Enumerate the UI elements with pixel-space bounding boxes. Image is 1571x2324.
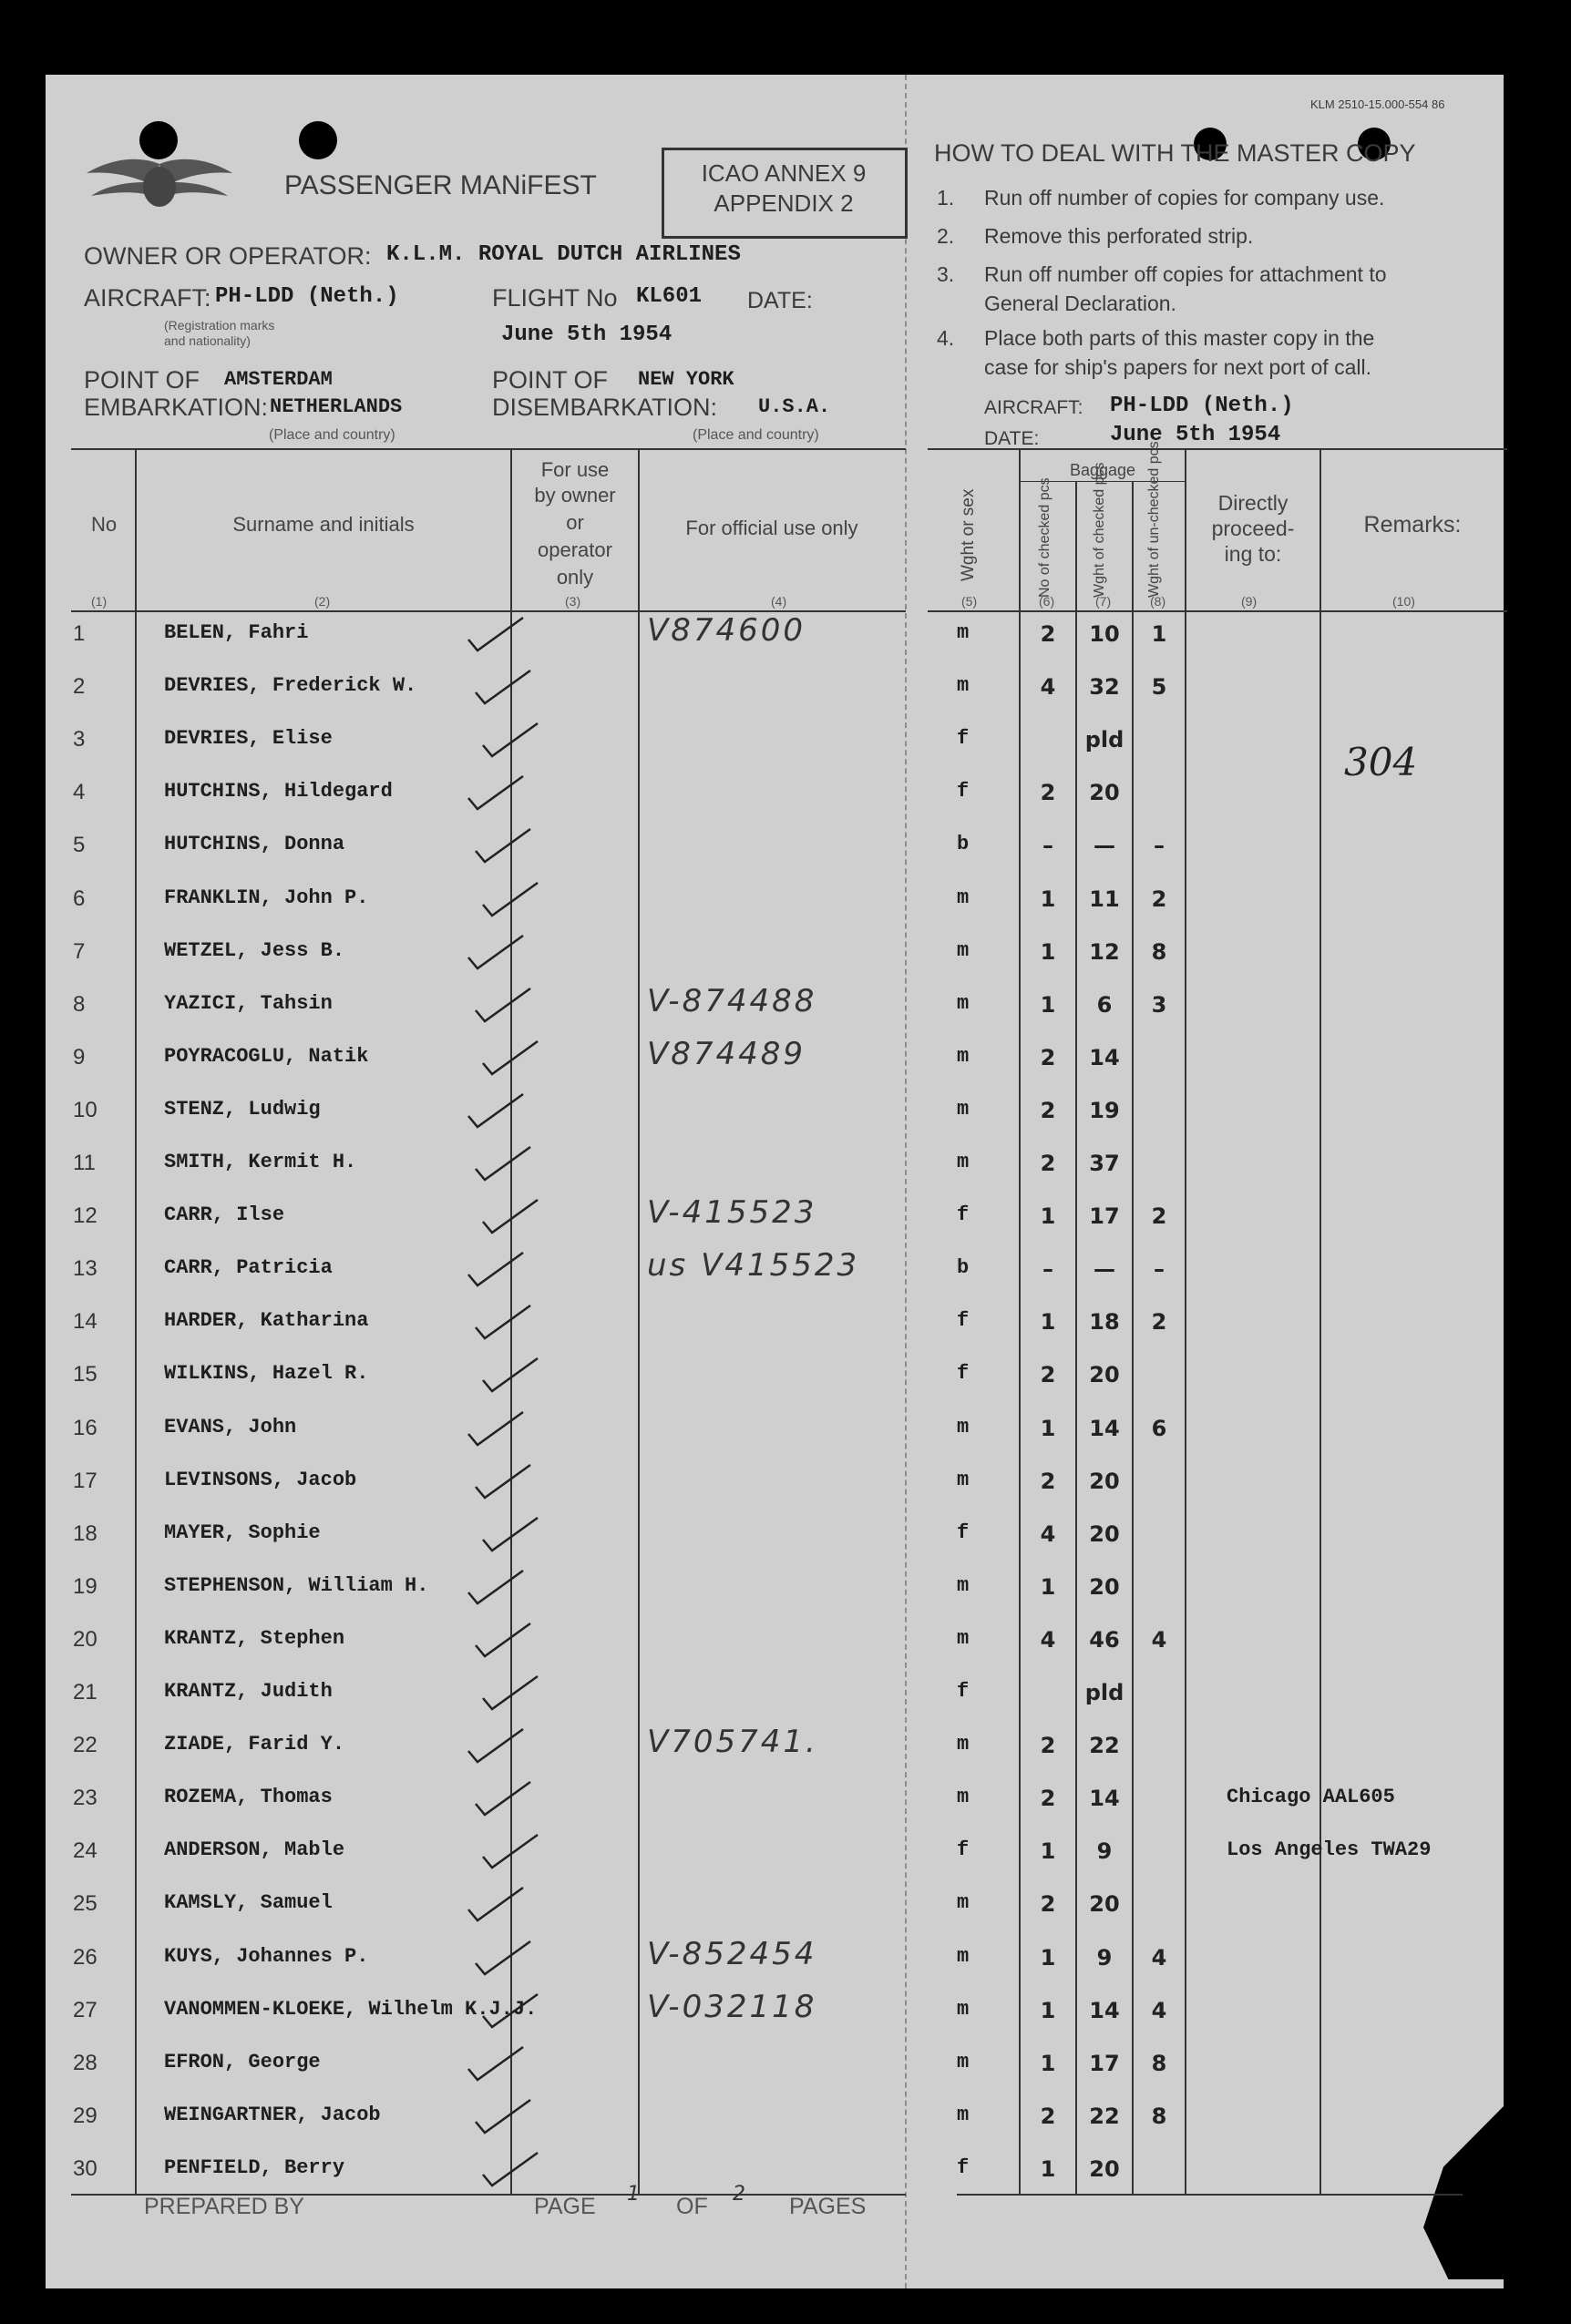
passenger-sex: m [957, 1151, 970, 1173]
checkmark-icon [479, 1355, 543, 1397]
passenger-sex: f [957, 1309, 970, 1332]
checkmark-icon [472, 667, 536, 709]
passenger-name: FRANKLIN, John P. [164, 886, 369, 909]
passenger-name: DEVRIES, Frederick W. [164, 674, 417, 697]
passenger-name: WEINGARTNER, Jacob [164, 2104, 381, 2126]
passenger-name: WILKINS, Hazel R. [164, 1362, 369, 1385]
row-number: 7 [73, 939, 86, 964]
unchecked-weight: 1 [1151, 621, 1167, 647]
checkmark-icon [479, 2149, 543, 2191]
checked-weight: — [1094, 1256, 1115, 1282]
checked-weight: 12 [1089, 939, 1120, 965]
passenger-name: HUTCHINS, Hildegard [164, 780, 393, 803]
passenger-name: BELEN, Fahri [164, 621, 309, 644]
checked-pieces: 1 [1040, 1416, 1056, 1441]
checked-weight: 20 [1089, 2156, 1120, 2182]
col-owner-use: operator [538, 538, 612, 561]
checkmark-icon [479, 1196, 543, 1238]
col-directly: Directly [1217, 491, 1289, 515]
checked-pieces: 2 [1040, 1469, 1056, 1494]
instr-aircraft-value: PH-LDD (Neth.) [1110, 394, 1294, 418]
passenger-sex: m [957, 2104, 970, 2126]
checked-pieces: 2 [1040, 621, 1056, 647]
passenger-name: EFRON, George [164, 2051, 321, 2073]
passenger-sex: m [957, 1733, 970, 1756]
checked-pieces: 2 [1040, 1891, 1056, 1917]
row-number: 6 [73, 886, 86, 911]
col-wght-unchecked: Wght of un-checked pcs [1146, 441, 1162, 598]
flight-label: FLIGHT No [492, 284, 618, 312]
passenger-name: EVANS, John [164, 1416, 297, 1438]
passenger-name: MAYER, Sophie [164, 1521, 321, 1544]
passenger-sex: m [957, 621, 970, 644]
passenger-name: VANOMMEN-KLOEKE, Wilhelm K.J.J. [164, 1998, 538, 2021]
checked-weight: 37 [1089, 1151, 1120, 1176]
checked-weight: 10 [1089, 621, 1120, 647]
passenger-name: ANDERSON, Mable [164, 1838, 345, 1861]
checkmark-icon [465, 932, 529, 974]
col-wght-checked: Wght of checked pcs [1092, 462, 1107, 598]
unchecked-weight: – [1154, 833, 1165, 858]
row-number: 5 [73, 833, 86, 857]
passenger-sex: m [957, 1045, 970, 1068]
embark-city: AMSTERDAM [224, 368, 333, 391]
passenger-sex: m [957, 1627, 970, 1650]
row-number: 19 [73, 1574, 98, 1599]
col-rule [1319, 450, 1321, 2194]
col-rule [1132, 481, 1134, 2194]
col-index: (1) [91, 594, 108, 609]
checked-pieces: 1 [1040, 2051, 1056, 2076]
checked-weight: 32 [1089, 674, 1120, 700]
passenger-name: DEVRIES, Elise [164, 727, 333, 750]
checked-weight: pld [1084, 1680, 1124, 1705]
checkmark-icon [465, 1408, 529, 1450]
passenger-name: YAZICI, Tahsin [164, 992, 333, 1015]
passenger-sex: b [957, 833, 970, 855]
official-entry: V-874488 [647, 983, 817, 1019]
checked-pieces: 2 [1040, 1151, 1056, 1176]
icao-annex: ICAO ANNEX 9 [701, 159, 867, 187]
checked-weight: 18 [1089, 1309, 1120, 1335]
unchecked-weight: 2 [1151, 1309, 1167, 1335]
checkmark-icon [472, 2096, 536, 2138]
checked-pieces: 1 [1040, 992, 1056, 1018]
checked-pieces: 1 [1040, 1309, 1056, 1335]
owner-value: K.L.M. ROYAL DUTCH AIRLINES [386, 242, 741, 267]
passenger-sex: m [957, 886, 970, 909]
col-remarks: Remarks: [1363, 512, 1462, 537]
unchecked-weight: 2 [1151, 1203, 1167, 1229]
checkmark-icon [465, 1567, 529, 1609]
col-no: No [90, 513, 118, 536]
passenger-name: ROZEMA, Thomas [164, 1786, 333, 1808]
checkmark-icon [465, 1884, 529, 1926]
checked-pieces: 1 [1040, 1945, 1056, 1971]
official-entry: V-415523 [647, 1194, 817, 1231]
embark-country: NETHERLANDS [270, 395, 403, 418]
instruction-text: Run off number of copies for company use. [984, 186, 1385, 210]
passenger-sex: m [957, 992, 970, 1015]
official-entry: us V415523 [647, 1247, 860, 1284]
punch-hole [299, 121, 337, 159]
col-index: (4) [771, 594, 787, 609]
passenger-name: CARR, Ilse [164, 1203, 285, 1226]
checked-pieces: 2 [1040, 2104, 1056, 2129]
checked-pieces: 2 [1040, 780, 1056, 805]
checked-pieces: 4 [1040, 1627, 1056, 1653]
checked-weight: 14 [1089, 1416, 1120, 1441]
official-entry: V-852454 [647, 1936, 817, 1972]
instruction-number: 3. [937, 262, 955, 286]
instr-date-value: June 5th 1954 [1110, 423, 1281, 447]
col-index: (2) [314, 594, 331, 609]
pages-label: PAGES [789, 2194, 867, 2219]
disembark-label: DISEMBARKATION: [492, 394, 718, 421]
unchecked-weight: 3 [1151, 992, 1167, 1018]
checked-weight: 20 [1089, 1574, 1120, 1600]
row-number: 10 [73, 1098, 98, 1122]
passenger-sex: m [957, 939, 970, 962]
col-index: (9) [1241, 594, 1258, 609]
row-number: 28 [73, 2051, 98, 2075]
passenger-sex: m [957, 1416, 970, 1438]
official-entry: V874600 [647, 612, 806, 649]
unchecked-weight: – [1154, 1256, 1165, 1282]
checked-pieces: 1 [1040, 1574, 1056, 1600]
col-index: (5) [961, 594, 978, 609]
passenger-sex: m [957, 1998, 970, 2021]
place-note: (Place and country) [269, 427, 395, 443]
torn-corner [1403, 2106, 1504, 2279]
checkmark-icon [479, 1673, 543, 1715]
aircraft-note: (Registration marks [164, 318, 275, 333]
passenger-sex: m [957, 1574, 970, 1597]
aircraft-label: AIRCRAFT: [84, 284, 211, 312]
row-number: 1 [73, 621, 86, 646]
passenger-name: KRANTZ, Judith [164, 1680, 333, 1703]
checkmark-icon [479, 879, 543, 921]
checked-pieces: 2 [1040, 1362, 1056, 1387]
checked-pieces: 4 [1040, 1521, 1056, 1547]
instruction-number: 1. [937, 186, 955, 210]
passenger-sex: f [957, 1203, 970, 1226]
checkmark-icon [472, 1302, 536, 1344]
row-number: 2 [73, 674, 86, 699]
checked-weight: — [1094, 833, 1115, 858]
passenger-name: STENZ, Ludwig [164, 1098, 321, 1121]
checked-pieces: 4 [1040, 674, 1056, 700]
header-bottom-rule [928, 610, 1507, 612]
checked-weight: pld [1084, 727, 1124, 752]
checked-weight: 11 [1089, 886, 1120, 912]
instr-aircraft-label: AIRCRAFT: [984, 397, 1083, 418]
instr-date-label: DATE: [984, 428, 1040, 449]
table-bottom-rule [957, 2194, 1463, 2196]
remark-number: 304 [1344, 740, 1418, 784]
instruction-text: General Declaration. [984, 292, 1176, 315]
disembark-label: POINT OF [492, 366, 609, 394]
checked-weight: 20 [1089, 1362, 1120, 1387]
unchecked-weight: 4 [1151, 1627, 1167, 1653]
passenger-sex: f [957, 1521, 970, 1544]
passenger-sex: m [957, 2051, 970, 2073]
checked-weight: 20 [1089, 780, 1120, 805]
col-index: (8) [1150, 594, 1166, 609]
checked-weight: 20 [1089, 1521, 1120, 1547]
checked-pieces: – [1042, 833, 1053, 858]
checked-pieces: – [1042, 1256, 1053, 1282]
row-number: 3 [73, 727, 86, 752]
checkmark-icon [465, 2043, 529, 2085]
col-surname: Surname and initials [232, 513, 415, 536]
checkmark-icon [479, 1038, 543, 1080]
passenger-name: KUYS, Johannes P. [164, 1945, 369, 1968]
checked-weight: 14 [1089, 1998, 1120, 2023]
row-number: 14 [73, 1309, 98, 1334]
icao-appendix: APPENDIX 2 [714, 189, 854, 217]
date-value: June 5th 1954 [501, 322, 673, 347]
instruction-number: 4. [937, 326, 955, 350]
of-label: OF [676, 2194, 708, 2219]
col-baggage: Baggage [1069, 461, 1136, 479]
official-entry: V874489 [647, 1036, 806, 1072]
checked-weight: 22 [1089, 2104, 1120, 2129]
passenger-name: ZIADE, Farid Y. [164, 1733, 345, 1756]
checkmark-icon [465, 1090, 529, 1132]
checked-pieces: 1 [1040, 939, 1056, 965]
page-label: PAGE [534, 2194, 596, 2219]
row-number: 20 [73, 1627, 98, 1652]
row-number: 24 [73, 1838, 98, 1863]
unchecked-weight: 8 [1151, 2104, 1167, 2129]
row-number: 29 [73, 2104, 98, 2128]
col-owner-use: by owner [534, 484, 616, 507]
col-official: For official use only [685, 517, 858, 539]
klm-winged-logo [82, 146, 237, 219]
official-entry: V-032118 [647, 1989, 817, 2025]
table-top-rule [71, 448, 906, 450]
instructions-title: HOW TO DEAL WITH THE MASTER COPY [934, 139, 1416, 167]
passenger-name: HUTCHINS, Donna [164, 833, 345, 855]
table-top-rule [928, 448, 1507, 450]
embark-label: EMBARKATION: [84, 394, 269, 421]
checkmark-icon [472, 985, 536, 1027]
passenger-sex: m [957, 1786, 970, 1808]
checked-pieces: 1 [1040, 1998, 1056, 2023]
checkmark-icon [472, 1461, 536, 1503]
passenger-sex: b [957, 1256, 970, 1279]
checked-weight: 9 [1096, 1945, 1113, 1971]
owner-label: OWNER OR OPERATOR: [84, 242, 372, 270]
place-note: (Place and country) [693, 427, 819, 443]
col-directly: ing to: [1224, 542, 1282, 566]
checked-pieces: 1 [1040, 2156, 1056, 2182]
col-index: (6) [1039, 594, 1055, 609]
unchecked-weight: 8 [1151, 939, 1167, 965]
unchecked-weight: 5 [1151, 674, 1167, 700]
row-number: 9 [73, 1045, 86, 1070]
checkmark-icon [472, 1620, 536, 1662]
passenger-sex: f [957, 780, 970, 803]
form-title: PASSENGER MANiFEST [284, 170, 597, 200]
row-number: 21 [73, 1680, 98, 1705]
date-label: DATE: [747, 288, 813, 313]
checked-pieces: 2 [1040, 1045, 1056, 1070]
checkmark-icon [465, 773, 529, 814]
checkmark-icon [465, 1249, 529, 1291]
passenger-sex: m [957, 1891, 970, 1914]
passenger-name: KRANTZ, Stephen [164, 1627, 345, 1650]
passenger-sex: m [957, 1098, 970, 1121]
proceeding-destination: Los Angeles TWA29 [1227, 1838, 1432, 1861]
col-rule [1185, 450, 1186, 2194]
instruction-text: Run off number off copies for attachment to [984, 262, 1387, 286]
col-no-checked: No of checked pcs [1037, 477, 1052, 598]
passenger-sex: m [957, 1469, 970, 1491]
col-wght-sex: Wght or sex [959, 488, 978, 581]
row-number: 23 [73, 1786, 98, 1810]
flight-value: KL601 [636, 284, 703, 309]
instruction-text: case for ship's papers for next port of call. [984, 355, 1371, 379]
checked-weight: 46 [1089, 1627, 1120, 1653]
checked-pieces: 1 [1040, 1838, 1056, 1864]
aircraft-value: PH-LDD (Neth.) [215, 284, 399, 309]
col-index: (10) [1392, 594, 1415, 609]
checkmark-icon [479, 1514, 543, 1556]
checkmark-icon [465, 614, 529, 656]
checked-pieces: 2 [1040, 1786, 1056, 1811]
row-number: 11 [73, 1151, 96, 1175]
checked-weight: 20 [1089, 1891, 1120, 1917]
row-number: 26 [73, 1945, 98, 1970]
row-number: 25 [73, 1891, 98, 1916]
passenger-name: HARDER, Katharina [164, 1309, 369, 1332]
passenger-sex: f [957, 2156, 970, 2179]
checked-weight: 14 [1089, 1045, 1120, 1070]
disembark-city: NEW YORK [638, 368, 734, 391]
col-index: (7) [1095, 594, 1112, 609]
checked-pieces: 1 [1040, 1203, 1056, 1229]
checked-pieces: 2 [1040, 1098, 1056, 1123]
passenger-name: SMITH, Kermit H. [164, 1151, 357, 1173]
passenger-sex: m [957, 1945, 970, 1968]
passenger-sex: f [957, 1838, 970, 1861]
row-number: 8 [73, 992, 86, 1017]
checked-weight: 9 [1096, 1838, 1113, 1864]
total-pages: 2 [733, 2183, 745, 2206]
checkmark-icon [465, 1725, 529, 1767]
perforated-strip-line [905, 75, 907, 2288]
unchecked-weight: 2 [1151, 886, 1167, 912]
embark-label: POINT OF [84, 366, 200, 394]
passenger-sex: f [957, 727, 970, 750]
passenger-sex: f [957, 1680, 970, 1703]
passenger-sex: f [957, 1362, 970, 1385]
checkmark-icon [472, 1778, 536, 1820]
row-number: 17 [73, 1469, 98, 1493]
checked-weight: 20 [1089, 1469, 1120, 1494]
passenger-name: PENFIELD, Berry [164, 2156, 345, 2179]
checked-weight: 17 [1089, 2051, 1120, 2076]
unchecked-weight: 8 [1151, 2051, 1167, 2076]
checked-weight: 19 [1089, 1098, 1120, 1123]
checked-weight: 22 [1089, 1733, 1120, 1758]
col-rule [135, 450, 137, 2194]
checked-weight: 6 [1096, 992, 1113, 1018]
disembark-country: U.S.A. [758, 395, 831, 418]
row-number: 22 [73, 1733, 98, 1757]
checked-pieces: 1 [1040, 886, 1056, 912]
passenger-name: CARR, Patricia [164, 1256, 333, 1279]
col-rule [638, 450, 640, 2194]
checkmark-icon [472, 1143, 536, 1185]
row-number: 18 [73, 1521, 98, 1546]
row-number: 4 [73, 780, 86, 804]
passenger-sex: m [957, 674, 970, 697]
row-number: 30 [73, 2156, 98, 2181]
page-number: 1 [627, 2183, 640, 2206]
checked-pieces: 2 [1040, 1733, 1056, 1758]
instruction-number: 2. [937, 224, 955, 248]
checkmark-icon [472, 1938, 536, 1980]
unchecked-weight: 4 [1151, 1945, 1167, 1971]
row-number: 15 [73, 1362, 98, 1387]
passenger-name: WETZEL, Jess B. [164, 939, 345, 962]
checkmark-icon [472, 825, 536, 867]
row-number: 13 [73, 1256, 98, 1281]
passenger-name: KAMSLY, Samuel [164, 1891, 333, 1914]
col-directly: proceed- [1211, 517, 1295, 540]
checked-weight: 14 [1089, 1786, 1120, 1811]
col-owner-use: For use [540, 458, 610, 481]
prepared-by: PREPARED BY [144, 2194, 304, 2219]
col-index: (3) [565, 594, 581, 609]
unchecked-weight: 4 [1151, 1998, 1167, 2023]
official-entry: V705741. [647, 1724, 818, 1760]
passenger-name: STEPHENSON, William H. [164, 1574, 429, 1597]
unchecked-weight: 6 [1151, 1416, 1167, 1441]
proceeding-destination: Chicago AAL605 [1227, 1786, 1395, 1808]
instruction-text: Remove this perforated strip. [984, 224, 1254, 248]
col-owner-use: only [556, 566, 594, 589]
passenger-name: LEVINSONS, Jacob [164, 1469, 357, 1491]
row-number: 12 [73, 1203, 98, 1228]
checked-weight: 17 [1089, 1203, 1120, 1229]
passenger-name: POYRACOGLU, Natik [164, 1045, 369, 1068]
col-owner-use: or [566, 511, 584, 534]
aircraft-note: and nationality) [164, 333, 251, 348]
form-code: KLM 2510-15.000-554 86 [1310, 97, 1445, 111]
checkmark-icon [479, 720, 543, 762]
row-number: 16 [73, 1416, 98, 1440]
checkmark-icon [479, 1831, 543, 1873]
instruction-text: Place both parts of this master copy in the [984, 326, 1375, 350]
row-number: 27 [73, 1998, 98, 2022]
checkmark-icon [479, 1991, 543, 2032]
